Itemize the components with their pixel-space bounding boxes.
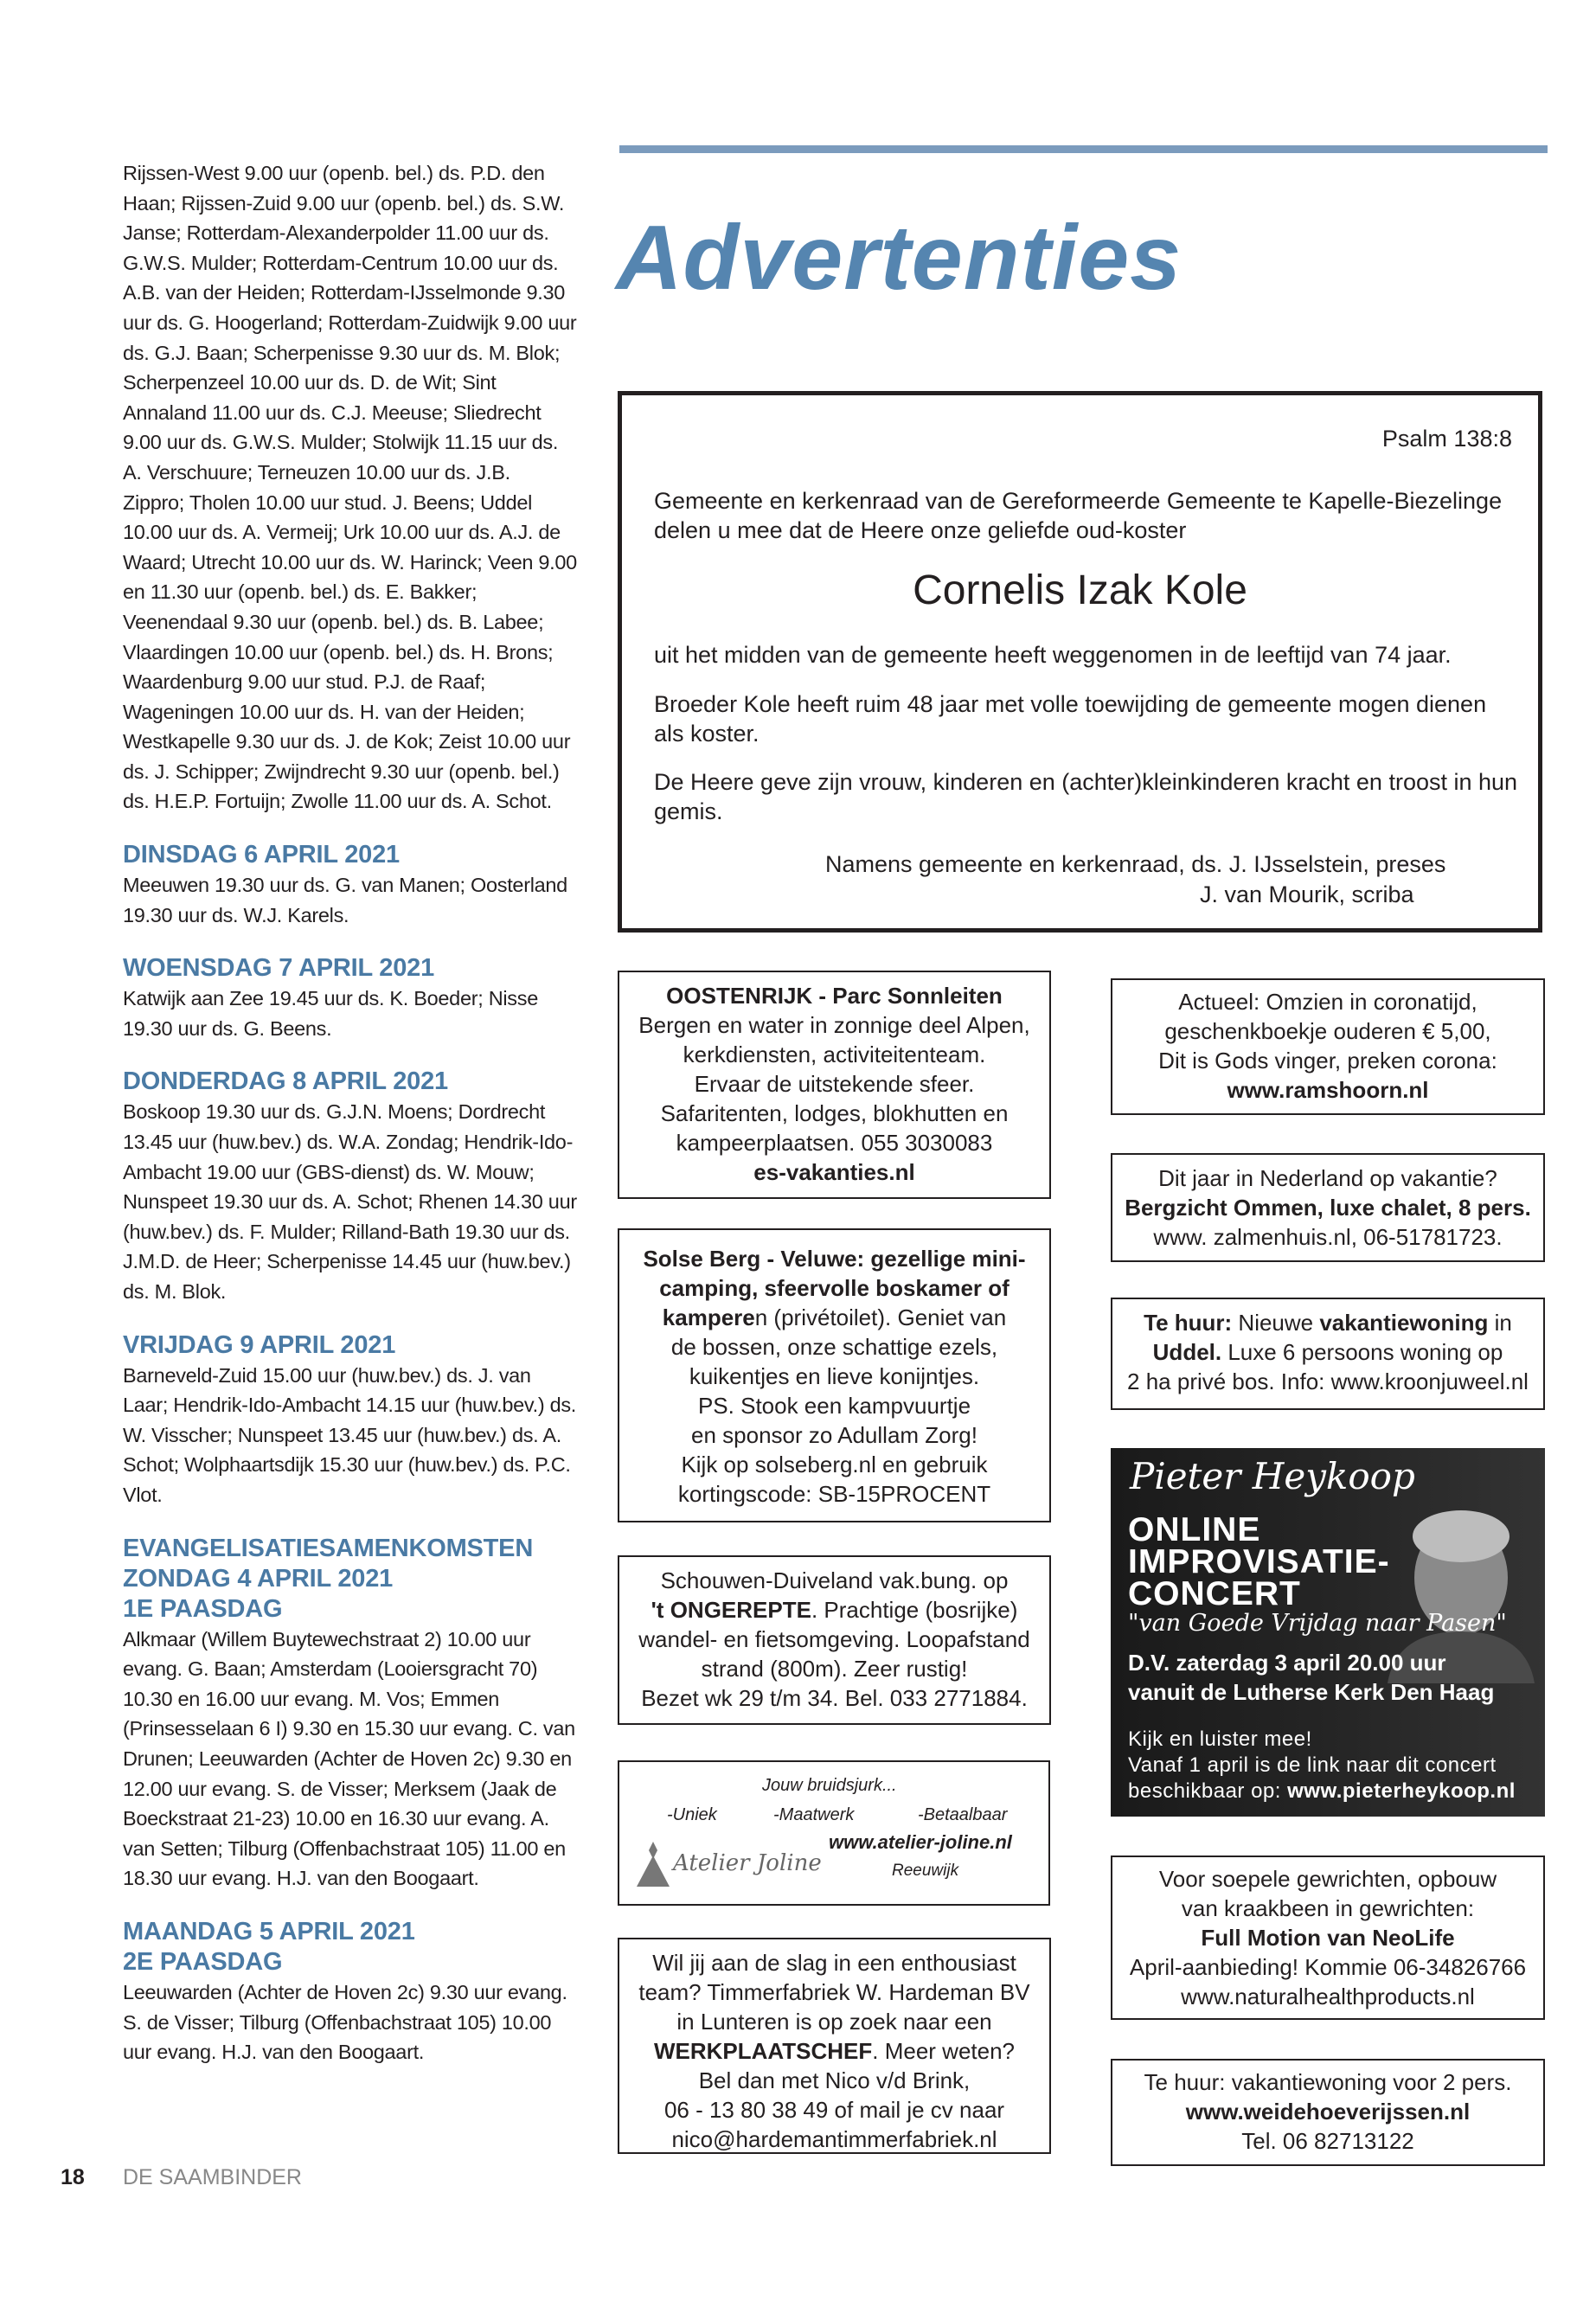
notice-intro: Gemeente en kerkenraad van de Gereformeerde Gemeente te Kapelle-Biezelinge delen u mee dat de Heere onze geliefde oud-koster [654, 488, 1503, 543]
concert-title [1128, 1511, 1390, 1612]
ad-line: Voor soepele gewrichten, opbouw [1158, 1866, 1497, 1892]
ad-line: Kijk op solseberg.nl en gebruik [681, 1452, 988, 1477]
services-day-heading [123, 1917, 577, 1977]
ad-line: April-aanbieding! Kommie 06-34826766 [1129, 1954, 1527, 1980]
ad-title: Bergzicht Ommen, luxe chalet, 8 pers. [1125, 1195, 1531, 1221]
services-day-heading [123, 840, 577, 870]
ad-bold-text: vakantiewoning [1319, 1310, 1489, 1336]
ad-web-link[interactable]: www.atelier-joline.nl [829, 1831, 1012, 1853]
church-services-column [123, 158, 577, 2067]
ad-line: Safaritenten, lodges, blokhutten en [660, 1100, 1009, 1126]
ad-text: in [1488, 1310, 1512, 1336]
ad-word: -Maatwerk [773, 1805, 855, 1824]
heading-line: 2E PAASDAG [123, 1947, 283, 1976]
ad-oostenrijk [618, 971, 1051, 1199]
ad-line: Bel dan met Nico v/d Brink, [698, 2067, 971, 2093]
heading-line: ZONDAG 4 APRIL 2021 [123, 1564, 394, 1593]
section-rule [619, 145, 1548, 153]
ad-line: PS. Stook een kampvuurtje [697, 1393, 971, 1419]
ad-word: -Uniek [667, 1805, 717, 1824]
heading-line: DINSDAG 6 APRIL 2021 [123, 841, 400, 869]
ad-line: nico@hardemantimmerfabriek.nl [671, 2126, 997, 2152]
ad-line: Schouwen-Duiveland vak.bung. op [660, 1567, 1009, 1593]
dress-icon [631, 1838, 675, 1890]
atelier-joline-logo: Atelier Joline [673, 1850, 822, 1876]
concert-date [1128, 1648, 1494, 1707]
notice-paragraph: Broeder Kole heeft ruim 48 jaar met volle toewijding de gemeente mogen dienen als koster. [654, 691, 1487, 747]
ad-timmerfabriek [618, 1938, 1051, 2154]
ad-word: -Betaalbaar [918, 1805, 1008, 1824]
publication-name: DE SAAMBINDER [123, 2165, 302, 2189]
concert-title-line: IMPROVISATIE- [1128, 1543, 1390, 1580]
ad-web-link[interactable]: www.weidehoeverijssen.nl [1185, 2099, 1471, 2125]
ad-line: Wil jij aan de slag in een enthousiast [652, 1950, 1016, 1976]
death-notice [618, 391, 1542, 933]
ad-pieter-heykoop [1111, 1448, 1545, 1817]
ad-line [1112, 1337, 1543, 1367]
ad-bold-text: Te huur: [1144, 1310, 1233, 1336]
concert-tagline: "van Goede Vrijdag naar Pasen" [1128, 1610, 1507, 1637]
ad-line: in Lunteren is op zoek naar een [676, 2009, 992, 2035]
ad-text: Nieuwe [1232, 1310, 1320, 1336]
concert-web-link[interactable]: www.pieterheykoop.nl [1287, 1779, 1516, 1803]
heading-line: EVANGELISATIESAMENKOMSTEN [123, 1534, 534, 1562]
ad-atelier-joline [618, 1760, 1050, 1906]
ad-solse-berg [618, 1228, 1051, 1522]
ad-line: kerkdiensten, activiteitenteam. [683, 1042, 986, 1067]
concert-date-line: D.V. zaterdag 3 april 20.00 uur [1128, 1650, 1446, 1676]
services-list-text: Leeuwarden (Achter de Hoven 2c) 9.30 uur evang. S. de Visser; Tilburg (Offenbachstraat 105) 10.00 uur evang. H.J. van den Boogaart. [123, 1980, 567, 2064]
services-day-heading [123, 1534, 577, 1625]
ad-weidehoeve [1111, 2059, 1545, 2166]
ad-line [1112, 1308, 1543, 1337]
section-title: Advertenties [616, 207, 1183, 309]
ad-line: www.naturalhealthproducts.nl [1181, 1984, 1475, 2009]
ad-line: 2 ha privé bos. Info: www.kroonjuweel.nl [1127, 1368, 1529, 1394]
heading-line: WOENSDAG 7 APRIL 2021 [123, 954, 435, 983]
services-intro-text: Rijssen-West 9.00 uur (openb. bel.) ds. P.D. den Haan; Rijssen-Zuid 9.00 uur (openb. bel.) ds. S.W. Janse; Rotterdam-Alexanderpolder 11.00 uur ds. G.W.S. Mulder; Rotterdam-Centrum 10.00 uur ds. A.B. van der Heiden; Rotterdam-IJsselmonde 9.30 uur ds. G. Hoogerland; Rotterdam-Zuidwijk 9.00 uur ds. G.J. Baan; Scherpenisse 9.30 uur ds. M. Blok; Scherpenzeel 10.00 uur ds. D. de Wit; Sint Annaland 11.00 uur ds. C.J. Meeuse; Sliedrecht 9.00 uur ds. G.W.S. Mulder; Stolwijk 11.15 uur ds. A. Verschuure; Terneuzen 10.00 uur ds. J.B. Zippro; Tholen 10.00 uur stud. J. Beens; Uddel 10.00 uur ds. A. Vermeij; Urk 10.00 uur ds. A.J. de Waard; Utrecht 10.00 uur ds. W. Harinck; Veen 9.00 en 11.30 uur (openb. bel.) ds. E. Bakker; Veenendaal 9.30 uur (openb. bel.) ds. B. Labee; Vlaardingen 10.00 uur (openb. bel.) ds. H. Brons; Waardenburg 9.00 uur stud. P.J. de Raaf; Wageningen 10.00 uur ds. H. van der Heiden; Westkapelle 9.30 uur ds. J. de Kok; Zeist 10.00 uur ds. J. Schipper; Zwijndrecht 9.30 uur (openb. bel.) ds. H.E.P. Fortuijn; Zwolle 11.00 uur ds. A. Schot. [123, 162, 577, 813]
concert-detail-line: Vanaf 1 april is de link naar dit concert [1128, 1753, 1497, 1777]
ad-line: www. zalmenhuis.nl, 06-51781723. [1153, 1224, 1503, 1250]
services-day-heading [123, 1067, 577, 1097]
ad-line: Jouw bruidsjurk... [762, 1776, 897, 1795]
ad-line [619, 1595, 1049, 1625]
services-day-heading [123, 953, 577, 984]
ad-text: . Prachtige (bosrijke) [811, 1597, 1018, 1623]
ad-line: Ervaar de uitstekende sfeer. [694, 1071, 975, 1097]
services-list-text: Barneveld-Zuid 15.00 uur (huw.bev.) ds. J. van Laar; Hendrik-Ido-Ambacht 14.15 uur (huw.bev.) ds. W. Visscher; Nunspeet 13.45 uur (huw.bev.) ds. A. Schot; Wolphaartsdijk 15.30 uur (huw.bev.) ds. P.C. Vlot. [123, 1363, 577, 1506]
concert-detail-line [1128, 1779, 1516, 1804]
ad-web-link[interactable]: www.ramshoorn.nl [1227, 1077, 1429, 1103]
ad-title: OOSTENRIJK - Parc Sonnleiten [666, 983, 1003, 1009]
ad-line: kampeerplaatsen. 055 3030083 [676, 1130, 993, 1156]
ad-bold-text: kampere [662, 1304, 755, 1330]
ad-line: team? Timmerfabriek W. Hardeman BV [638, 1979, 1030, 2005]
services-list-text: Katwijk aan Zee 19.45 uur ds. K. Boeder; Nisse 19.30 uur ds. G. Beens. [123, 987, 538, 1040]
ad-bold-text: 't ONGEREPTE [651, 1597, 811, 1623]
ad-line: de bossen, onze schattige ezels, [670, 1334, 998, 1360]
ad-line: Bezet wk 29 t/m 34. Bel. 033 2771884. [641, 1685, 1028, 1711]
ad-ramshoorn [1111, 978, 1545, 1115]
ad-line: en sponsor zo Adullam Zorg! [691, 1422, 977, 1448]
ad-line: strand (800m). Zeer rustig! [701, 1656, 968, 1682]
ad-line: Dit jaar in Nederland op vakantie? [1158, 1165, 1497, 1191]
services-day-heading [123, 1330, 577, 1361]
ad-line: 06 - 13 80 38 49 of mail je cv naar [663, 2097, 1005, 2123]
ad-line: kortingscode: SB-15PROCENT [677, 1481, 991, 1507]
ad-text: Luxe 6 persoons woning op [1221, 1339, 1503, 1365]
ad-text: n (privétoilet). Geniet van [754, 1304, 1007, 1330]
notice-paragraph: De Heere geve zijn vrouw, kinderen en (achter)kleinkinderen kracht en troost in hun gemis. [654, 769, 1518, 824]
ad-line: Reeuwijk [892, 1862, 959, 1880]
ad-line: Dit is Gods vinger, preken corona: [1158, 1048, 1497, 1074]
ad-line: wandel- en fietsomgeving. Loopafstand [638, 1626, 1030, 1652]
ad-line: van kraakbeen in gewrichten: [1181, 1895, 1475, 1921]
notice-signature: J. van Mourik, scriba [1200, 881, 1414, 907]
concert-detail-text: beschikbaar op: [1128, 1779, 1288, 1803]
ad-title: camping, sfeervolle boskamer of [659, 1275, 1010, 1301]
ad-neolife [1111, 1856, 1545, 2020]
services-list-text: Meeuwen 19.30 uur ds. G. van Manen; Oosterland 19.30 uur ds. W.J. Karels. [123, 874, 567, 926]
services-list-text: Alkmaar (Willem Buytewechstraat 2) 10.00 uur evang. G. Baan; Amsterdam (Looiersgracht 70) 10.30 en 16.00 uur evang. M. Vos; Emmen (Prinsesselaan 6 I) 9.30 en 15.30 uur evang. C. van Drunen; Leeuwarden (Achter de Hoven 2c) 9.30 en 12.00 uur evang. S. de Visser; Merksem (Jaak de Boeckstraat 21-23) 10.00 en 16.30 uur evang. A. van Setten; Tilburg (Offenbachstraat 105) 11.00 en 18.30 uur evang. H.J. van den Boogaart. [123, 1627, 575, 1890]
concert-date-line: vanuit de Lutherse Kerk Den Haag [1128, 1679, 1495, 1705]
heading-line: VRIJDAG 9 APRIL 2021 [123, 1330, 396, 1359]
ad-line [619, 1303, 1049, 1332]
notice-signature: Namens gemeente en kerkenraad, ds. J. IJsselstein, preses [825, 851, 1446, 877]
ad-line: Bergen en water in zonnige deel Alpen, [638, 1012, 1030, 1038]
notice-name: Cornelis Izak Kole [913, 567, 1247, 613]
services-sections [123, 840, 577, 2067]
heykoop-signature: Pieter Heykoop [1130, 1455, 1415, 1497]
page-number: 18 [61, 2165, 85, 2189]
ad-title: Full Motion van NeoLife [1201, 1925, 1455, 1951]
notice-psalm: Psalm 138:8 [1381, 426, 1512, 452]
ad-line: Actueel: Omzien in coronatijd, [1178, 989, 1477, 1015]
ad-line [619, 2036, 1049, 2066]
ad-line: kuikentjes en lieve konijntjes. [689, 1363, 980, 1389]
ad-bergzicht [1111, 1153, 1545, 1262]
ad-line: Tel. 06 82713122 [1241, 2128, 1414, 2154]
ad-line: geschenkboekje ouderen € 5,00, [1164, 1018, 1491, 1044]
heading-line: DONDERDAG 8 APRIL 2021 [123, 1067, 448, 1096]
concert-title-line: CONCERT [1128, 1575, 1301, 1612]
concert-title-line: ONLINE [1128, 1511, 1261, 1548]
concert-details [1128, 1727, 1516, 1804]
ad-uddel [1111, 1298, 1545, 1410]
concert-detail-line: Kijk en luister mee! [1128, 1727, 1312, 1751]
ad-bold-text: Uddel. [1152, 1339, 1222, 1365]
heading-line: 1E PAASDAG [123, 1594, 283, 1623]
ad-bold-text: WERKPLAATSCHEF [653, 2038, 873, 2064]
services-list-text: Boskoop 19.30 uur ds. G.J.N. Moens; Dordrecht 13.45 uur (huw.bev.) ds. W.A. Zondag; Hendrik-Ido-Ambacht 19.00 uur (GBS-dienst) ds. W. Mouw; Nunspeet 19.30 uur ds. A. Schot; Rhenen 14.30 uur (huw.bev.) ds. F. Mulder; Rilland-Bath 19.30 uur ds. J.M.D. de Heer; Scherpenisse 14.45 uur (huw.bev.) ds. M. Blok. [123, 1100, 577, 1303]
ad-schouwen [618, 1555, 1051, 1725]
ad-text: . Meer weten? [872, 2038, 1016, 2064]
heading-line: MAANDAG 5 APRIL 2021 [123, 1917, 415, 1945]
ad-web-link[interactable]: es-vakanties.nl [753, 1159, 915, 1185]
ad-title: Solse Berg - Veluwe: gezellige mini- [643, 1246, 1026, 1272]
ad-line: Te huur: vakantiewoning voor 2 pers. [1144, 2069, 1512, 2095]
notice-paragraph: uit het midden van de gemeente heeft weggenomen in de leeftijd van 74 jaar. [654, 642, 1452, 668]
